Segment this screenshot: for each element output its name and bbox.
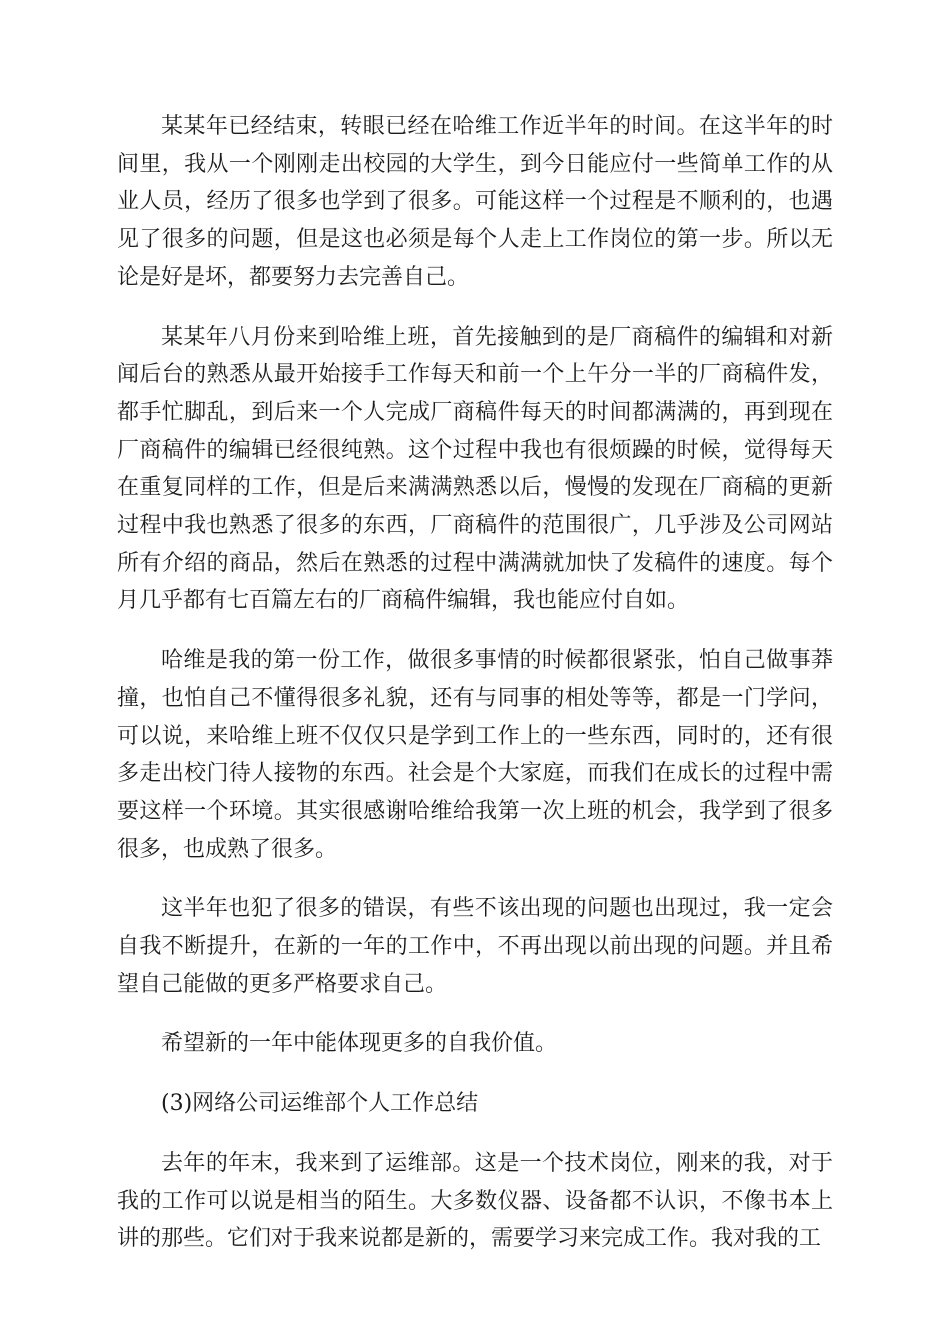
paragraph-6: 去年的年末，我来到了运维部。这是一个技术岗位，刚来的我，对于我的工作可以说是相当的陌生。大多数仪器、设备都不认识，不像书本上讲的那些。它们对于我来说都是新的，需要学习来完成工作。我对我的工 xyxy=(117,1150,833,1252)
paragraph-1: 某某年已经结束，转眼已经在哈维工作近半年的时间。在这半年的时间里，我从一个刚刚走出校园的大学生，到今日能应付一些简单工作的从业人员，经历了很多也学到了很多。可能这样一个过程是不顺利的，也遇见了很多的问题，但是这也必须是每个人走上工作岗位的第一步。所以无论是好是坏，都要努力去完善自己。 xyxy=(117,114,833,290)
paragraph-5: 希望新的一年中能体现更多的自我价值。 xyxy=(161,1031,558,1057)
document-body xyxy=(117,108,833,1258)
paragraph-4: 这半年也犯了很多的错误，有些不该出现的问题也出现过，我一定会自我不断提升，在新的一年的工作中，不再出现以前出现的问题。并且希望自己能做的更多严格要求自己。 xyxy=(117,896,833,997)
paragraph-3: 哈维是我的第一份工作，做很多事情的时候都很紧张，怕自己做事莽撞，也怕自己不懂得很多礼貌，还有与同事的相处等等，都是一门学问，可以说，来哈维上班不仅仅只是学到工作上的一些东西，同时的，还有很多走出校门待人接物的东西。社会是个大家庭，而我们在成长的过程中需要这样一个环境。其实很感谢哈维给我第一次上班的机会，我学到了很多很多，也成熟了很多。 xyxy=(117,648,833,862)
section-heading: (3)网络公司运维部个人工作总结 xyxy=(161,1091,479,1117)
paragraph-2: 某某年八月份来到哈维上班，首先接触到的是厂商稿件的编辑和对新闻后台的熟悉从最开始接手工作每天和前一个上午分一半的厂商稿件发，都手忙脚乱，到后来一个人完成厂商稿件每天的时间都满满的，再到现在厂商稿件的编辑已经很纯熟。这个过程中我也有很烦躁的时候，觉得每天在重复同样的工作，但是后来满满熟悉以后，慢慢的发现在厂商稿的更新过程中我也熟悉了很多的东西，厂商稿件的范围很广，几乎涉及公司网站所有介绍的商品，然后在熟悉的过程中满满就加快了发稿件的速度。每个月几乎都有七百篇左右的厂商稿件编辑，我也能应付自如。 xyxy=(117,324,833,614)
